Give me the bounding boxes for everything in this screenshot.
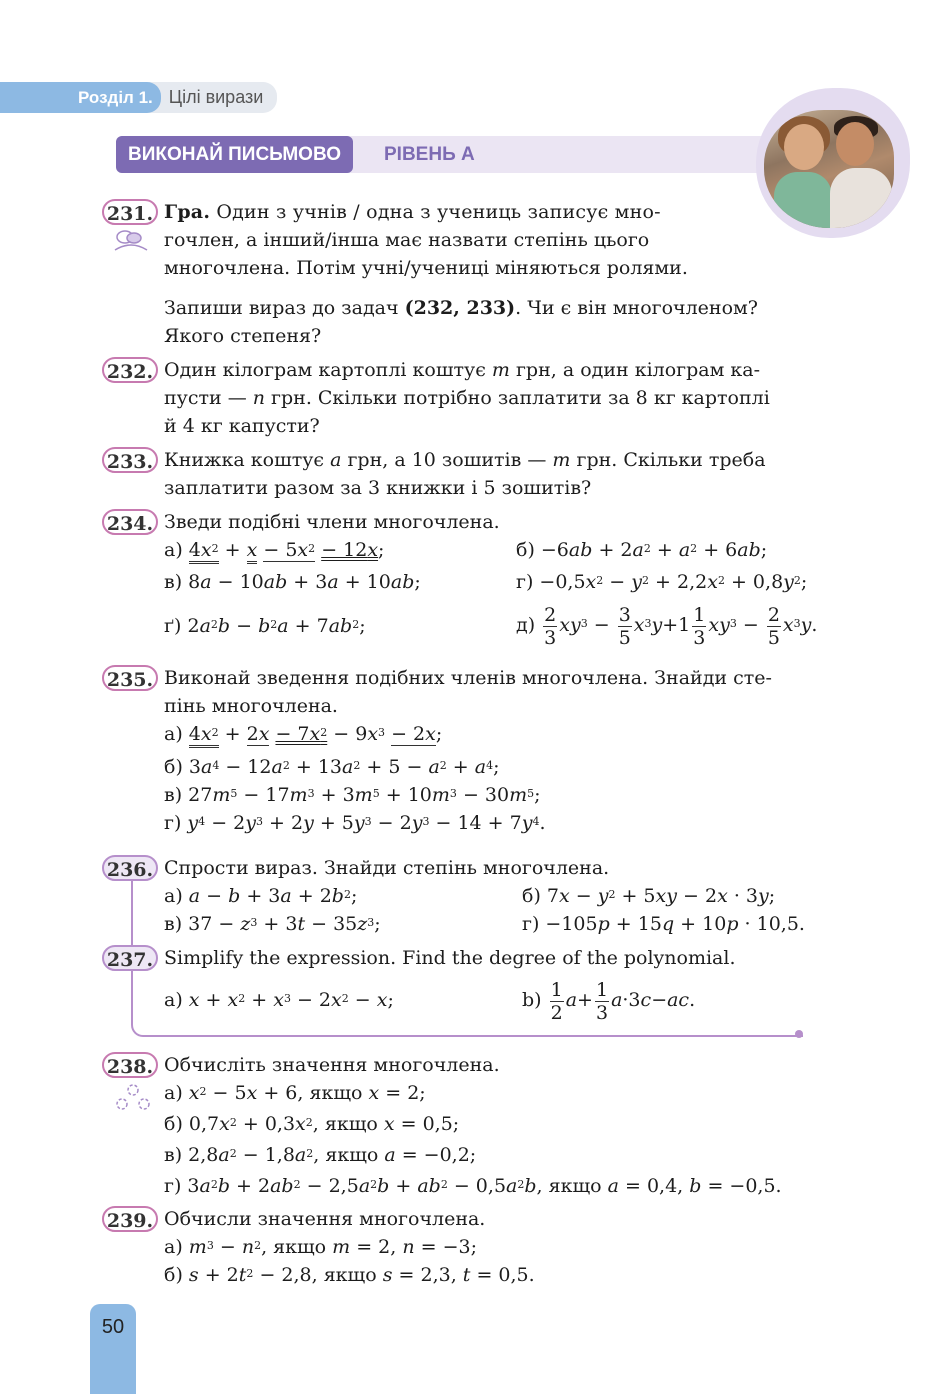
task-238-a: а) $x^2 - 5x + 6$, якщо x = 2; <box>164 1082 426 1104</box>
task-234-g2: ґ) $2a^2b - b^2a + 7ab^2$; <box>164 615 366 637</box>
task-232-line1: Один кілограм картоплі коштує m грн, а один кілограм ка- <box>164 359 761 381</box>
intro-line2: Якого степеня? <box>164 325 322 347</box>
task-234-g: $г) -0,5x^2 - y^2 + 2,2x^2 + 0,8y^2$; <box>516 571 808 593</box>
task-231-line3: многочлена. Потім учні/учениці міняються ролями. <box>164 257 688 279</box>
task-231-line1: Гра. Один з учнів / одна з учениць записує мно- <box>164 201 661 223</box>
task-235-line2: пінь многочлена. <box>164 695 338 717</box>
banner-title: ВИКОНАЙ ПИСЬМОВО <box>116 136 353 173</box>
task-238-title: Обчисліть значення многочлена. <box>164 1054 500 1076</box>
task-235-v: в) $27m^5 - 17m^3 + 3m^5 + 10m^3 - 30m^5$; <box>164 784 541 806</box>
task-237-b: b) $\frac{1}{2}$ a+ $\frac{1}{3}$ a·3c−ac. <box>522 978 696 1024</box>
section-title: Цілі вирази <box>147 82 278 113</box>
task-234-d: д) $\frac{2}{3}$ $xy^3$ − $\frac{3}{5}$ $x^3y+1$ $\frac{1}{3}$ $xy^3$ − $\frac{2}{5}$ $x^3y$. <box>516 603 818 649</box>
task-number-238: 238. <box>102 1052 158 1078</box>
task-235-b: б) $3a^4 - 12a^2 + 13a^2 + 5 - a^2 + a^4$; <box>164 756 500 778</box>
task-234-title: Зведи подібні члени многочлена. <box>164 511 500 533</box>
task-237-a: a) $x + x^2 + x^3 - 2x^2 - x$; <box>164 989 394 1011</box>
task-236-title: Спрости вираз. Знайди степінь многочлена. <box>164 857 610 879</box>
task-231-line2: гочлен, а інший/інша має назвати степінь цього <box>164 229 650 251</box>
task-234-a: а) $4x^2 + x - 5x^2 - 12x$; <box>164 536 384 564</box>
task-238-g: г) $3a^2b + 2ab^2 - 2,5a^2b + ab^2 - 0,5a^2b$, якщо a = 0,4, b = −0,5. <box>164 1175 782 1197</box>
task-238-b: б) $0,7x^2 + 0,3x^2$, якщо x = 0,5; <box>164 1113 460 1135</box>
task-236-g: г) −105p + 15q + 10p · 10,5. <box>522 913 805 935</box>
task-236-b: б) $7x - y^2 + 5xy - 2x \cdot 3y$; <box>522 885 776 907</box>
section-label: Розділ 1. <box>0 82 161 113</box>
page-number: 50 <box>90 1304 136 1394</box>
task-239-a: а) $m^3 - n^2$, якщо m = 2, n = −3; <box>164 1236 478 1258</box>
task-235-line1: Виконай зведення подібних членів многочлена. Знайди сте- <box>164 667 772 689</box>
task-number-233: 233. <box>102 447 158 473</box>
task-234-v: в) 8a − 10ab + 3a + 10ab; <box>164 571 421 593</box>
task-233-line2: заплатити разом за 3 книжки і 5 зошитів? <box>164 477 592 499</box>
students-photo <box>764 110 894 228</box>
task-239-title: Обчисли значення многочлена. <box>164 1208 486 1230</box>
task-235-a: а) $4x^2 + 2x - 7x^2 - 9x^3 - 2x$; <box>164 720 442 748</box>
task-232-line3: й 4 кг капусти? <box>164 415 320 437</box>
frame-end-dot <box>795 1030 803 1038</box>
task-number-231: 231. <box>102 199 158 225</box>
section-tab <box>0 82 277 113</box>
task-236-a: а) $a - b + 3a + 2b^2$; <box>164 885 358 907</box>
task-number-234: 234. <box>102 509 158 535</box>
banner-level: РІВЕНЬ А <box>384 144 475 165</box>
task-236-v: в) $37 - z^3 + 3t - 35z^3$; <box>164 913 381 935</box>
task-237-title: Simplify the expression. Find the degree of the polynomial. <box>164 947 736 969</box>
task-number-235: 235. <box>102 665 158 691</box>
intro-line1: Запиши вираз до задач (232, 233). Чи є він многочленом? <box>164 297 758 319</box>
task-number-236: 236. <box>102 855 158 881</box>
task-233-line1: Книжка коштує a грн, а 10 зошитів — m грн. Скільки треба <box>164 449 766 471</box>
task-238-v: в) $2,8a^2 - 1,8a^2$, якщо a = −0,2; <box>164 1144 477 1166</box>
pair-work-icon <box>112 228 150 252</box>
task-number-232: 232. <box>102 357 158 383</box>
task-number-237: 237. <box>102 945 158 971</box>
task-235-g: г) $y^4 - 2y^3 + 2y + 5y^3 - 2y^3 - 14 + 7y^4$. <box>164 812 546 834</box>
task-232-line2: пусти — n грн. Скільки потрібно заплатити за 8 кг картоплі <box>164 387 770 409</box>
group-work-icon <box>114 1082 152 1116</box>
task-234-b: $б) -6ab + 2a^2 + a^2 + 6ab$; <box>516 539 768 561</box>
task-number-239: 239. <box>102 1206 158 1232</box>
task-239-b: б) $s + 2t^2 - 2,8$, якщо s = 2,3, t = 0,5. <box>164 1264 535 1286</box>
